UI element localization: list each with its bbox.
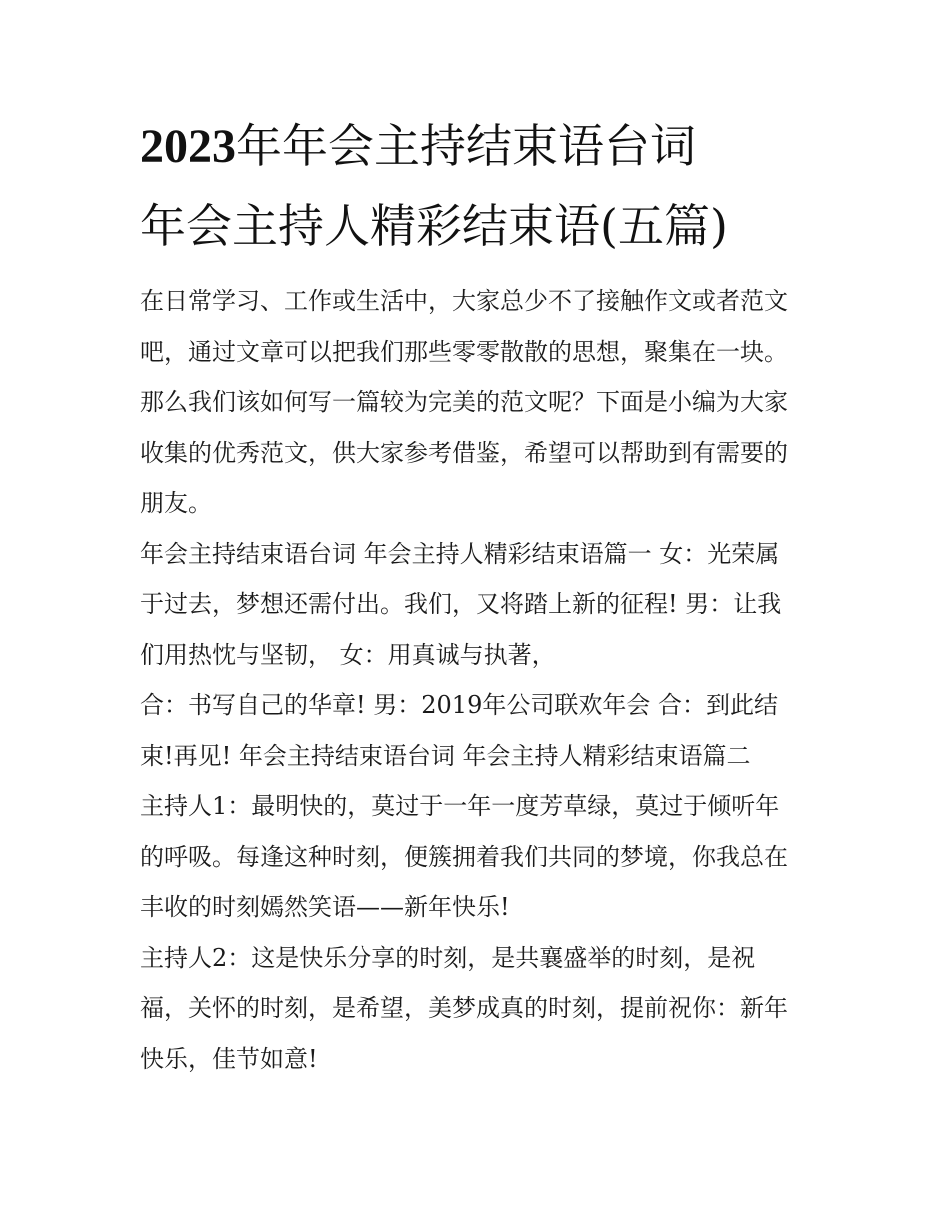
body-line: 主持人2：这是快乐分享的时刻，是共襄盛举的时刻，是祝 [140, 943, 756, 972]
body-line: 束!再见! 年会主持结束语台词 年会主持人精彩结束语篇二 [140, 741, 751, 770]
document-body [140, 276, 820, 1084]
body-line: 快乐，佳节如意! [140, 1044, 318, 1073]
title-year: 2023 [140, 120, 236, 173]
body-line: 合：书写自己的华章! 男：2019年公司联欢年会 合：到此结 [140, 691, 778, 719]
body-line: 朋友。 [140, 489, 212, 517]
body-line: 福，关怀的时刻，是希望，美梦成真的时刻，提前祝你：新年 [140, 994, 788, 1022]
body-line: 收集的优秀范文，供大家参考借鉴，希望可以帮助到有需要的 [140, 438, 788, 467]
title-line-1-text: 年年会主持结束语台词 [236, 119, 696, 173]
document-title-line-1 [140, 118, 840, 175]
body-line: 们用热忱与坚韧， 女：用真诚与执著， [140, 640, 556, 669]
body-line: 的呼吸。每逢这种时刻，便簇拥着我们共同的梦境，你我总在 [140, 842, 788, 871]
body-line: 吧，通过文章可以把我们那些零零散散的思想，聚集在一块。 [140, 337, 788, 366]
body-line: 丰收的时刻嫣然笑语——新年快乐! [140, 893, 510, 921]
document-title-line-2: 年会主持人精彩结束语(五篇) [140, 199, 728, 253]
body-line: 于过去，梦想还需付出。我们，又将踏上新的征程! 男：让我 [140, 590, 782, 618]
body-line: 年会主持结束语台词 年会主持人精彩结束语篇一 女：光荣属 [140, 539, 780, 568]
body-line: 主持人1：最明快的，莫过于一年一度芳草绿，莫过于倾听年 [140, 792, 780, 820]
body-line: 在日常学习、工作或生活中，大家总少不了接触作文或者范文 [140, 287, 788, 315]
body-line: 那么我们该如何写一篇较为完美的范文呢？下面是小编为大家 [140, 388, 788, 416]
